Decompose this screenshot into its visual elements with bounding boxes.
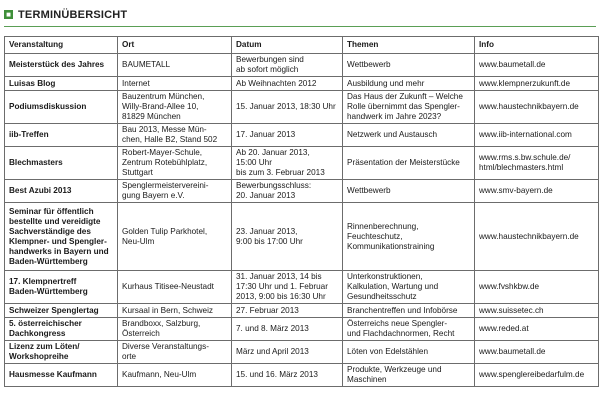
location-cell: Kursaal in Bern, Schweiz xyxy=(118,304,232,318)
table-row xyxy=(5,54,599,77)
square-bullet-icon: ■ xyxy=(4,10,13,19)
topics-cell: Branchentreffen und Infobörse xyxy=(343,304,475,318)
info-link[interactable]: www.suissetec.ch xyxy=(475,304,599,318)
date-cell: Ab Weihnachten 2012 xyxy=(232,77,343,91)
column-header: Veranstaltung xyxy=(5,37,118,54)
date-cell: Bewerbungen sind ab sofort möglich xyxy=(232,54,343,77)
column-header: Info xyxy=(475,37,599,54)
column-header: Datum xyxy=(232,37,343,54)
events-table xyxy=(4,36,599,387)
table-row xyxy=(5,91,599,124)
event-cell: Schweizer Spenglertag xyxy=(5,304,118,318)
location-cell: Diverse Veranstaltungs- orte xyxy=(118,341,232,364)
info-link[interactable]: www.reded.at xyxy=(475,318,599,341)
date-cell: 17. Januar 2013 xyxy=(232,124,343,147)
location-cell: Brandboxx, Salzburg, Österreich xyxy=(118,318,232,341)
info-link[interactable]: www.baumetall.de xyxy=(475,341,599,364)
table-row xyxy=(5,124,599,147)
table-row xyxy=(5,77,599,91)
event-cell: Hausmesse Kaufmann xyxy=(5,364,118,387)
info-link[interactable]: www.haustechnikbayern.de xyxy=(475,203,599,271)
location-cell: Bau 2013, Messe Mün- chen, Halle B2, Stand 502 xyxy=(118,124,232,147)
info-link[interactable]: www.iib-international.com xyxy=(475,124,599,147)
table-row xyxy=(5,271,599,304)
table-row xyxy=(5,318,599,341)
topics-cell: Netzwerk und Austausch xyxy=(343,124,475,147)
table-row xyxy=(5,203,599,271)
info-link[interactable]: www.klempnerzukunft.de xyxy=(475,77,599,91)
location-cell: Golden Tulip Parkhotel, Neu-Ulm xyxy=(118,203,232,271)
location-cell: Bauzentrum München, Willy-Brand-Allee 10, 81829 München xyxy=(118,91,232,124)
topics-cell: Wettbewerb xyxy=(343,54,475,77)
date-cell: 23. Januar 2013, 9:00 bis 17:00 Uhr xyxy=(232,203,343,271)
location-cell: Robert-Mayer-Schule, Zentrum Rotebühlplatz, Stuttgart xyxy=(118,147,232,180)
section-title: TERMINÜBERSICHT xyxy=(18,9,128,21)
table-row xyxy=(5,304,599,318)
date-cell: 15. Januar 2013, 18:30 Uhr xyxy=(232,91,343,124)
column-header: Themen xyxy=(343,37,475,54)
event-cell: Meisterstück des Jahres xyxy=(5,54,118,77)
topics-cell: Präsentation der Meisterstücke xyxy=(343,147,475,180)
event-cell: Seminar für öffentlich bestellte und vereidigte Sachverständige des Klempner- und Spengler- handwerks in Bayern und Baden-Württemberg xyxy=(5,203,118,271)
event-cell: Best Azubi 2013 xyxy=(5,180,118,203)
event-cell: Podiumsdiskussion xyxy=(5,91,118,124)
section-header xyxy=(0,7,600,29)
table-body xyxy=(5,54,599,387)
topics-cell: Wettbewerb xyxy=(343,180,475,203)
location-cell: Spenglermeistervereini- gung Bayern e.V. xyxy=(118,180,232,203)
location-cell: BAUMETALL xyxy=(118,54,232,77)
event-cell: Lizenz zum Löten/ Workshopreihe xyxy=(5,341,118,364)
location-cell: Internet xyxy=(118,77,232,91)
table-row xyxy=(5,341,599,364)
topics-cell: Ausbildung und mehr xyxy=(343,77,475,91)
header-divider xyxy=(4,26,596,27)
topics-cell: Unterkonstruktionen, Kalkulation, Wartung und Gesundheitsschutz xyxy=(343,271,475,304)
table-header-row xyxy=(5,37,599,54)
date-cell: 31. Januar 2013, 14 bis 17:30 Uhr und 1. Februar 2013, 9:00 bis 16:30 Uhr xyxy=(232,271,343,304)
event-cell: Luisas Blog xyxy=(5,77,118,91)
info-link[interactable]: www.spenglereibedarfulm.de xyxy=(475,364,599,387)
date-cell: 27. Februar 2013 xyxy=(232,304,343,318)
topics-cell: Das Haus der Zukunft – Welche Rolle übernimmt das Spengler- handwerk im Jahre 2023? xyxy=(343,91,475,124)
event-cell: 5. österreichischer Dachkongress xyxy=(5,318,118,341)
table-row xyxy=(5,180,599,203)
event-cell: Blechmasters xyxy=(5,147,118,180)
info-link[interactable]: www.smv-bayern.de xyxy=(475,180,599,203)
info-link[interactable]: www.baumetall.de xyxy=(475,54,599,77)
column-header: Ort xyxy=(118,37,232,54)
info-link[interactable]: www.rms.s.bw.schule.de/ html/blechmasters.html xyxy=(475,147,599,180)
date-cell: März und April 2013 xyxy=(232,341,343,364)
topics-cell: Österreichs neue Spengler- und Flachdachnormen, Recht xyxy=(343,318,475,341)
info-link[interactable]: www.haustechnikbayern.de xyxy=(475,91,599,124)
event-cell: 17. Klempnertreff Baden-Württemberg xyxy=(5,271,118,304)
date-cell: Bewerbungsschluss: 20. Januar 2013 xyxy=(232,180,343,203)
date-cell: 7. und 8. März 2013 xyxy=(232,318,343,341)
topics-cell: Produkte, Werkzeuge und Maschinen xyxy=(343,364,475,387)
event-cell: iib-Treffen xyxy=(5,124,118,147)
info-link[interactable]: www.fvshkbw.de xyxy=(475,271,599,304)
date-cell: Ab 20. Januar 2013, 15:00 Uhr bis zum 3. Februar 2013 xyxy=(232,147,343,180)
location-cell: Kurhaus Titisee-Neustadt xyxy=(118,271,232,304)
topics-cell: Löten von Edelstählen xyxy=(343,341,475,364)
topics-cell: Rinnenberechnung, Feuchteschutz, Kommunikationstraining xyxy=(343,203,475,271)
table-row xyxy=(5,147,599,180)
location-cell: Kaufmann, Neu-Ulm xyxy=(118,364,232,387)
table-row xyxy=(5,364,599,387)
date-cell: 15. und 16. März 2013 xyxy=(232,364,343,387)
